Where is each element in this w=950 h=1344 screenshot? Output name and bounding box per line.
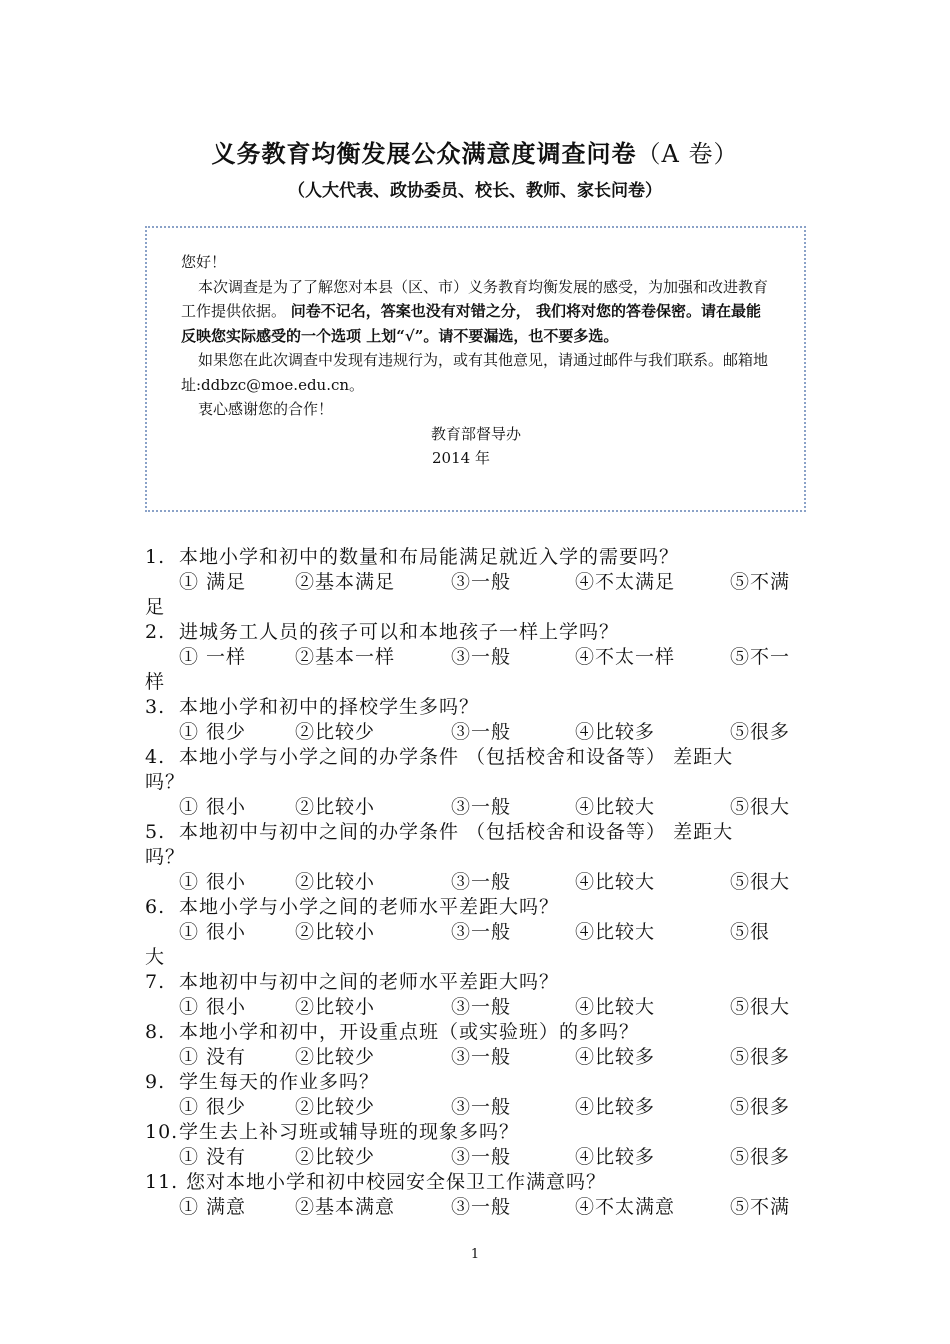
question-number: 5. — [145, 821, 166, 843]
answer-options — [145, 1145, 805, 1170]
question-list — [145, 545, 805, 1220]
answer-option[interactable]: ① 满足 — [179, 571, 247, 593]
question-item — [145, 1170, 805, 1220]
answer-options — [145, 795, 805, 820]
option-wrap-text: 足 — [145, 596, 166, 618]
answer-option[interactable]: ③一般 — [451, 571, 512, 593]
answer-options — [145, 1195, 805, 1220]
answer-option[interactable]: ④比较多 — [575, 1046, 656, 1068]
answer-options — [145, 1045, 805, 1070]
question-body: 本地小学和初中，开设重点班（或实验班）的多吗？ — [179, 1021, 640, 1043]
question-body: 本地初中与初中之间的办学条件 （包括校舍和设备等） 差距大 — [179, 821, 734, 843]
question-number: 3. — [145, 696, 166, 718]
question-text — [145, 895, 805, 920]
answer-option[interactable]: ③一般 — [451, 721, 512, 743]
title-main: 义务教育均衡发展公众满意度调查问卷 — [211, 139, 637, 168]
question-number: 7. — [145, 971, 166, 993]
question-number: 10. — [145, 1121, 179, 1143]
question-body: 本地小学与小学之间的办学条件 （包括校舍和设备等） 差距大 — [179, 746, 734, 768]
option-wrap-text: 大 — [145, 946, 166, 968]
answer-option[interactable]: ⑤很大 — [730, 871, 791, 893]
title-paren: （A 卷） — [636, 140, 739, 168]
question-text — [145, 1070, 805, 1095]
question-item — [145, 895, 805, 970]
option-wrap-text: 样 — [145, 671, 166, 693]
answer-option[interactable]: ④比较多 — [575, 1146, 656, 1168]
answer-option[interactable]: ②比较小 — [295, 871, 376, 893]
question-continuation: 吗？ — [145, 771, 186, 793]
notice-content — [181, 250, 771, 471]
question-number: 11. — [145, 1171, 179, 1193]
question-body: 进城务工人员的孩子可以和本地孩子一样上学吗？ — [179, 621, 620, 643]
notice-p1-bold: 问卷不记名，答案也没有对错之分， 我们将对您的答卷保密。请在最能反映您实际感受的一个选项 上划“√”。请不要漏选，也不要多选。 — [181, 302, 762, 345]
question-item — [145, 545, 805, 620]
document-title — [0, 134, 950, 169]
answer-option[interactable]: ③一般 — [451, 921, 512, 943]
answer-option[interactable]: ②比较少 — [295, 1146, 376, 1168]
answer-option[interactable]: ① 一样 — [179, 646, 247, 668]
document-subtitle: （人大代表、政协委员、校长、教师、家长问卷） — [288, 181, 662, 201]
answer-option[interactable]: ① 满意 — [179, 1196, 247, 1218]
question-number: 9. — [145, 1071, 166, 1093]
answer-options — [145, 720, 805, 745]
question-body: 您对本地小学和初中校园安全保卫工作满意吗？ — [179, 1171, 607, 1193]
question-body: 本地小学与小学之间的老师水平差距大吗？ — [179, 896, 560, 918]
answer-option[interactable]: ④不太满足 — [575, 571, 676, 593]
answer-option[interactable]: ④比较大 — [575, 996, 656, 1018]
answer-option[interactable]: ②比较少 — [295, 1046, 376, 1068]
notice-greeting: 您好！ — [181, 253, 227, 271]
answer-option[interactable]: ④不太一样 — [575, 646, 676, 668]
page-number: 1 — [470, 1247, 480, 1262]
question-item — [145, 745, 805, 820]
answer-options — [145, 995, 805, 1020]
answer-options — [145, 645, 805, 670]
answer-option[interactable]: ① 没有 — [179, 1046, 247, 1068]
question-text — [145, 1120, 805, 1145]
answer-option[interactable]: ① 很少 — [179, 1096, 247, 1118]
answer-option[interactable]: ③一般 — [451, 1046, 512, 1068]
question-body: 学生去上补习班或辅导班的现象多吗？ — [179, 1121, 520, 1143]
notice-paragraph-1 — [181, 275, 771, 349]
answer-options — [145, 870, 805, 895]
answer-option[interactable]: ⑤很多 — [730, 721, 791, 743]
question-text — [145, 620, 805, 645]
answer-option[interactable]: ⑤不满 — [730, 1196, 791, 1218]
question-item — [145, 820, 805, 895]
question-number: 2. — [145, 621, 166, 643]
answer-option[interactable]: ① 很少 — [179, 721, 247, 743]
notice-box — [145, 226, 806, 512]
question-number: 8. — [145, 1021, 166, 1043]
answer-option[interactable]: ① 很小 — [179, 996, 247, 1018]
question-text — [145, 695, 805, 720]
answer-option[interactable]: ⑤很 — [730, 921, 771, 943]
answer-option[interactable]: ②比较小 — [295, 996, 376, 1018]
answer-option[interactable]: ③一般 — [451, 1096, 512, 1118]
answer-option[interactable]: ②比较少 — [295, 1096, 376, 1118]
question-item — [145, 1020, 805, 1070]
answer-option[interactable]: ③一般 — [451, 1196, 512, 1218]
notice-year: 2014 年 — [432, 449, 490, 467]
question-item — [145, 620, 805, 695]
answer-option[interactable]: ① 很小 — [179, 796, 247, 818]
question-text — [145, 970, 805, 995]
answer-option[interactable]: ① 没有 — [179, 1146, 247, 1168]
notice-p1-normal: 本次调查是为了了解您对本县（区、市）义务教育均衡发展的感受，为加强和改进教育工作提供依据。 — [181, 277, 769, 320]
question-item — [145, 1070, 805, 1120]
answer-option[interactable]: ③一般 — [451, 996, 512, 1018]
question-text — [145, 545, 805, 570]
answer-option[interactable]: ⑤很多 — [730, 1146, 791, 1168]
answer-option[interactable]: ① 很小 — [179, 921, 247, 943]
question-continuation: 吗？ — [145, 846, 186, 868]
answer-option[interactable]: ③一般 — [451, 646, 512, 668]
answer-option[interactable]: ③一般 — [451, 871, 512, 893]
answer-option[interactable]: ④比较多 — [575, 721, 656, 743]
answer-option[interactable]: ⑤很大 — [730, 996, 791, 1018]
answer-option[interactable]: ⑤很多 — [730, 1096, 791, 1118]
answer-option[interactable]: ① 很小 — [179, 871, 247, 893]
answer-option[interactable]: ④不太满意 — [575, 1196, 676, 1218]
question-body: 本地初中与初中之间的老师水平差距大吗？ — [179, 971, 560, 993]
answer-option[interactable]: ④比较大 — [575, 871, 656, 893]
question-text — [145, 745, 805, 770]
question-number: 6. — [145, 896, 166, 918]
question-number: 4. — [145, 746, 166, 768]
answer-option[interactable]: ④比较大 — [575, 796, 656, 818]
answer-option[interactable]: ②基本一样 — [295, 646, 396, 668]
answer-option[interactable]: ⑤不满 — [730, 571, 791, 593]
notice-org: 教育部督导办 — [430, 424, 521, 443]
question-item — [145, 695, 805, 745]
question-body: 本地小学和初中的数量和布局能满足就近入学的需要吗？ — [179, 546, 680, 568]
question-item — [145, 970, 805, 1020]
answer-option[interactable]: ②比较少 — [295, 721, 376, 743]
answer-option[interactable]: ②基本满意 — [295, 1196, 396, 1218]
question-text — [145, 820, 805, 845]
question-item — [145, 1120, 805, 1170]
answer-option[interactable]: ②基本满足 — [295, 571, 396, 593]
question-body: 学生每天的作业多吗？ — [179, 1071, 380, 1093]
answer-option[interactable]: ③一般 — [451, 796, 512, 818]
question-number: 1. — [145, 546, 166, 568]
notice-thanks: 衷心感谢您的合作！ — [198, 400, 334, 418]
question-body: 本地小学和初中的择校学生多吗？ — [179, 696, 480, 718]
answer-option[interactable]: ③一般 — [451, 1146, 512, 1168]
answer-option[interactable]: ②比较小 — [295, 921, 376, 943]
question-text — [145, 1170, 805, 1195]
answer-option[interactable]: ⑤不一 — [730, 646, 791, 668]
answer-options — [145, 1095, 805, 1120]
answer-options — [145, 920, 805, 945]
answer-options — [145, 570, 805, 595]
answer-option[interactable]: ④比较多 — [575, 1096, 656, 1118]
answer-option[interactable]: ④比较大 — [575, 921, 656, 943]
notice-paragraph-2: 如果您在此次调查中发现有违规行为，或有其他意见，请通过邮件与我们联系。邮箱地址:ddbzc@moe.edu.cn。 — [181, 351, 769, 394]
question-text — [145, 1020, 805, 1045]
answer-option[interactable]: ⑤很大 — [730, 796, 791, 818]
answer-option[interactable]: ⑤很多 — [730, 1046, 791, 1068]
answer-option[interactable]: ②比较小 — [295, 796, 376, 818]
